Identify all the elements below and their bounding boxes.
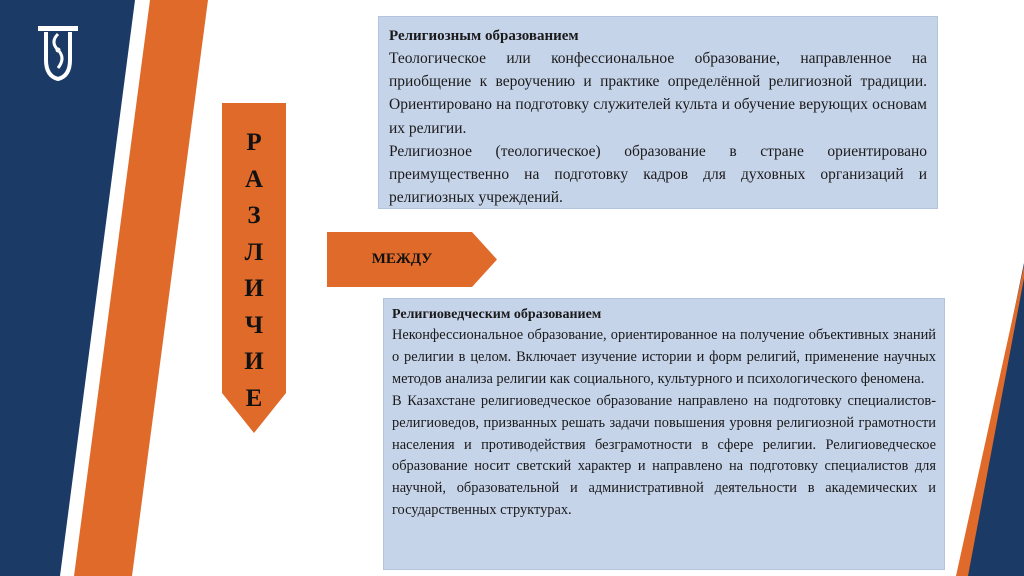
difference-label: [222, 125, 286, 417]
banner-letter: Ч: [244, 311, 264, 339]
religious-education-definition: Теологическое или конфессиональное образование, направленное на приобщение к вероучению и практике определённой религиозной традиции. Ориентировано на подготовку служителей культа и обучение верующих основам их религии.: [389, 50, 927, 137]
banner-letter: И: [244, 348, 264, 375]
banner-letter: З: [247, 202, 261, 229]
banner-letter: И: [244, 275, 264, 302]
difference-banner: [222, 103, 286, 433]
religious-studies-definition: Неконфессиональное образование, ориентированное на получение объективных знаний о религии в целом. Включает изучение истории и форм религий, применение научных методов анализа религии как социального, культурного и психологического феномена.: [392, 327, 936, 387]
religious-studies-box: [383, 298, 945, 570]
religious-education-title: Религиозным образованием: [389, 28, 579, 44]
banner-letter: А: [244, 165, 264, 193]
university-monogram-icon: [36, 24, 80, 84]
banner-letter: Л: [244, 238, 264, 266]
between-arrow: [327, 232, 497, 287]
religious-studies-kazakhstan: В Казахстане религиоведческое образование направлено на подготовку специалистов-религиоведов, призванных решать задачи повышения уровня религиозной грамотности населения и противодействия безграмотности в сфере религии. Религиоведческое образование носит светский характер и направлено на подготовку специалистов для научной, образовательной и административной деятельности в академических и государственных структурах.: [392, 392, 936, 519]
religious-education-country: Религиозное (теологическое) образование в стране ориентировано преимущественно на подготовку кадров для духовных организаций и религиозных учреждений.: [389, 142, 927, 207]
religious-education-box: [378, 16, 938, 209]
banner-letter: Е: [245, 384, 263, 412]
banner-letter: Р: [246, 129, 262, 156]
between-label: МЕЖДУ: [371, 251, 433, 267]
religious-studies-title: Религиоведческим образованием: [392, 307, 602, 322]
